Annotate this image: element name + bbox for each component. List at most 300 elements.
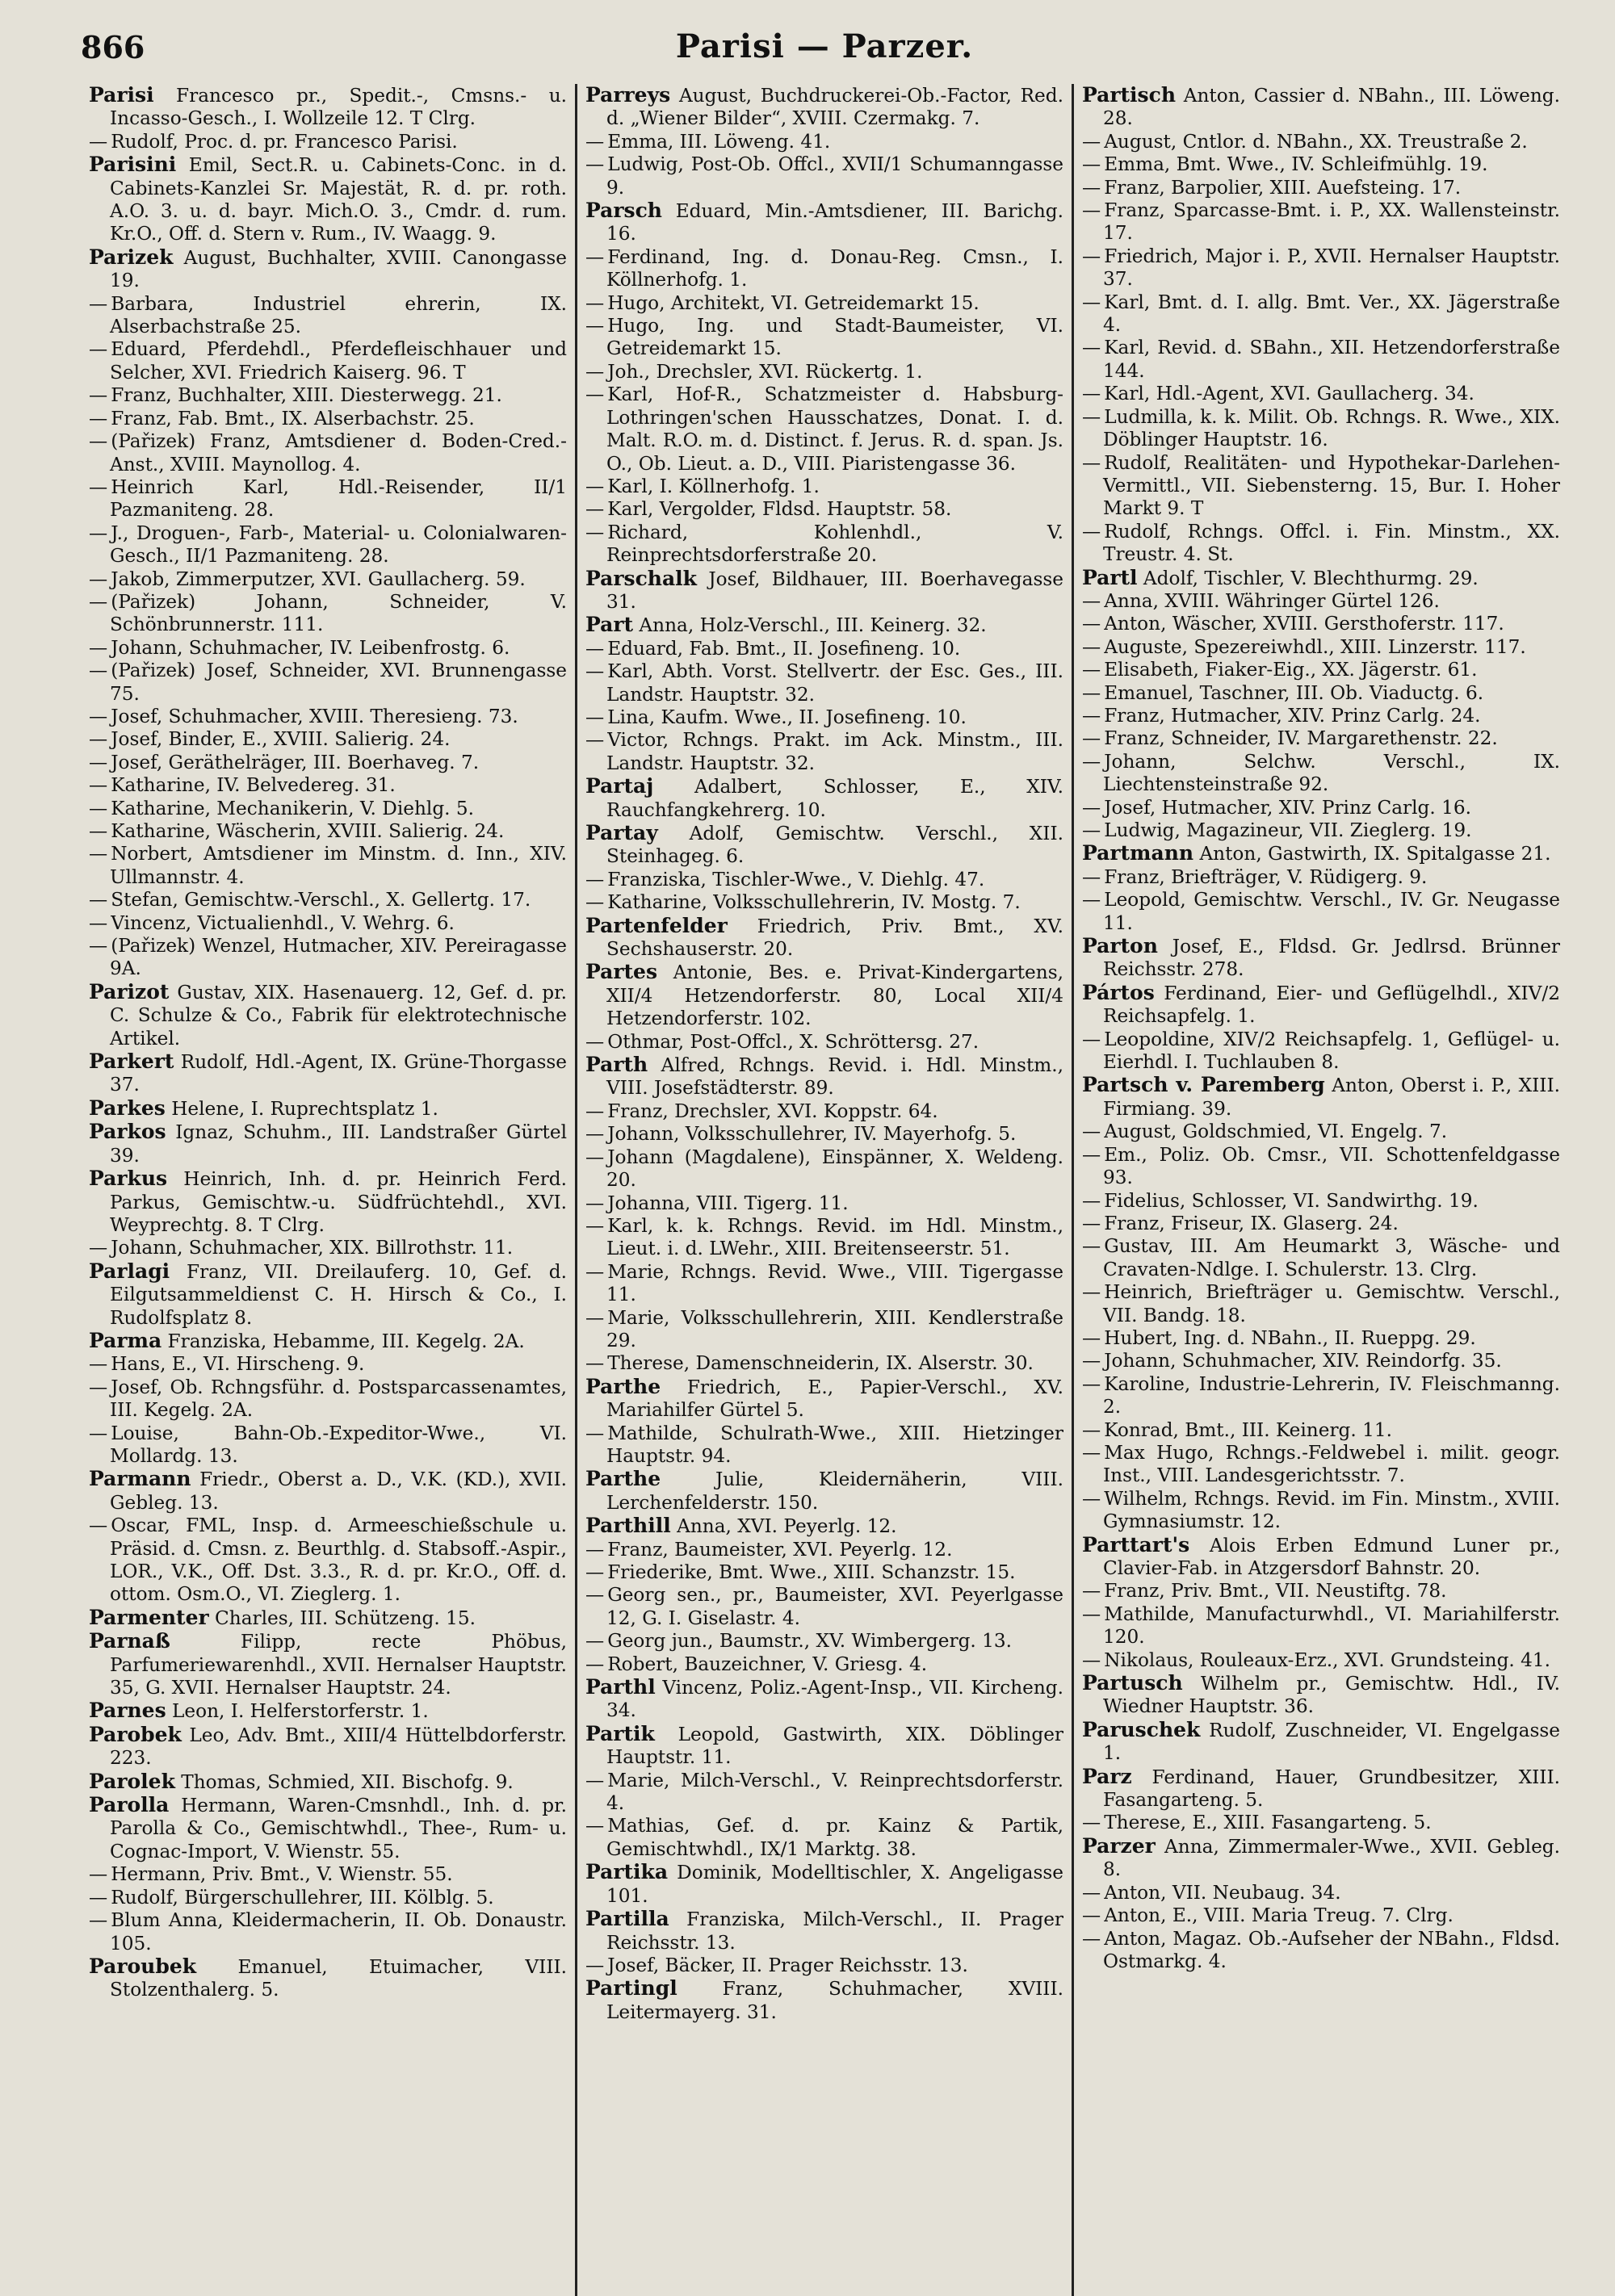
entry-text: Mathilde, Manufacturwhdl., VI. Mariahilferstr. 120. xyxy=(1103,1603,1560,1649)
continuation-dash: — xyxy=(585,153,605,176)
directory-entry xyxy=(1082,337,1560,383)
directory-entry xyxy=(1082,935,1560,982)
entry-surname: Partisch xyxy=(1082,84,1177,107)
continuation-dash: — xyxy=(585,383,605,406)
continuation-dash: — xyxy=(585,1146,605,1168)
entry-surname: Partes xyxy=(585,960,658,984)
directory-entry xyxy=(1082,1350,1560,1372)
entry-text: Josef, Geräthelräger, III. Boerhaveg. 7. xyxy=(111,751,480,773)
directory-entry xyxy=(585,660,1063,706)
entry-text: Eduard, Min.-Amtsdiener, III. Barichg. 16. xyxy=(606,200,1063,245)
continuation-dash: — xyxy=(585,315,605,337)
directory-entry xyxy=(585,1468,1063,1515)
continuation-dash: — xyxy=(89,1376,108,1398)
directory-entry xyxy=(585,1630,1063,1653)
continuation-dash: — xyxy=(1082,1326,1101,1349)
directory-entry xyxy=(89,1955,567,2002)
directory-entry xyxy=(89,1376,567,1422)
continuation-dash: — xyxy=(585,130,605,153)
continuation-dash: — xyxy=(585,1954,605,1976)
entry-text: Franz, Hutmacher, XIV. Prinz Carlg. 24. xyxy=(1104,704,1481,727)
directory-entry xyxy=(585,706,1063,729)
entry-text: Lina, Kaufm. Wwe., II. Josefineng. 10. xyxy=(607,706,967,728)
continuation-dash: — xyxy=(89,911,108,934)
continuation-dash: — xyxy=(585,706,605,728)
continuation-dash: — xyxy=(1082,1812,1101,1834)
entry-text: Jakob, Zimmerputzer, XVI. Gaullacherg. 59. xyxy=(111,568,526,590)
entry-text: Othmar, Post-Offcl., X. Schröttersg. 27. xyxy=(607,1030,979,1053)
directory-entry xyxy=(1082,1213,1560,1235)
entry-text: Johann, Schuhmacher, XIV. Reindorfg. 35. xyxy=(1104,1350,1502,1372)
entry-text: Heinrich Karl, Hdl.-Reisender, II/1 Pazmaniteng. 28. xyxy=(110,476,567,522)
entry-text: Dominik, Modelltischler, X. Angeligasse 101. xyxy=(606,1862,1063,1907)
entry-text: Fidelius, Schlosser, VI. Sandwirthg. 19. xyxy=(1104,1189,1479,1212)
directory-entry xyxy=(1082,131,1560,153)
directory-entry xyxy=(585,315,1063,361)
directory-entry xyxy=(585,1192,1063,1215)
continuation-dash: — xyxy=(89,568,108,590)
directory-entry xyxy=(1082,727,1560,750)
directory-entry xyxy=(1082,1719,1560,1766)
directory-entry xyxy=(89,1260,567,1330)
entry-text: Konrad, Bmt., III. Keinerg. 11. xyxy=(1104,1418,1392,1441)
directory-entry xyxy=(1082,1327,1560,1350)
directory-entry xyxy=(1082,613,1560,635)
entry-text: Johann, Selchw. Verschl., IX. Liechtensteinstraße 92. xyxy=(1103,750,1560,796)
directory-entry xyxy=(585,1908,1063,1955)
directory-entry xyxy=(89,293,567,339)
directory-entry xyxy=(89,1167,567,1237)
entry-surname: Parz xyxy=(1082,1764,1132,1788)
directory-entry xyxy=(89,660,567,706)
entry-text: Thomas, Schmied, XII. Bischofg. 9. xyxy=(181,1770,514,1793)
entry-text: Josef, E., Fldsd. Gr. Jedlrsd. Brünner Reichsstr. 278. xyxy=(1103,936,1560,981)
entry-text: Alfred, Rchngs. Revid. i. Hdl. Minstm., VIII. Josefstädterstr. 89. xyxy=(606,1054,1063,1100)
directory-entry xyxy=(585,614,1063,637)
directory-entry xyxy=(89,1050,567,1097)
entry-text: Karl, Hdl.-Agent, XVI. Gaullacherg. 34. xyxy=(1104,383,1474,405)
entry-text: Friedrich, E., Papier-Verschl., XV. Mariahilfer Gürtel 5. xyxy=(606,1376,1063,1422)
directory-entry xyxy=(89,338,567,384)
directory-entry xyxy=(585,1054,1063,1100)
continuation-dash: — xyxy=(1082,1881,1101,1904)
continuation-dash: — xyxy=(1082,520,1101,543)
continuation-dash: — xyxy=(585,868,605,890)
entry-text: Rudolf, Zuschneider, VI. Engelgasse 1. xyxy=(1103,1719,1560,1765)
directory-entry xyxy=(89,591,567,637)
continuation-dash: — xyxy=(585,521,605,543)
entry-text: Franz, Fab. Bmt., IX. Alserbachstr. 25. xyxy=(111,407,475,429)
directory-entry xyxy=(1082,682,1560,705)
entry-surname: Parnaß xyxy=(89,1629,170,1653)
entry-text: Josef, Bildhauer, III. Boerhavegasse 31. xyxy=(606,568,1063,613)
continuation-dash: — xyxy=(89,1886,108,1908)
entry-text: Friedrich, Major i. P., XVII. Hernalser Hauptstr. 37. xyxy=(1103,245,1560,291)
directory-entry xyxy=(1082,1835,1560,1882)
continuation-dash: — xyxy=(585,475,605,497)
directory-entry xyxy=(1082,1812,1560,1834)
entry-surname: Parkus xyxy=(89,1167,168,1191)
directory-entry xyxy=(585,292,1063,315)
directory-entry xyxy=(1082,1488,1560,1534)
entry-text: Mathias, Gef. d. pr. Kainz & Partik, Gemischtwhdl., IX/1 Marktg. 38. xyxy=(606,1815,1063,1860)
directory-entry xyxy=(89,1909,567,1955)
directory-entry xyxy=(585,1376,1063,1422)
entry-surname: Partmann xyxy=(1082,841,1194,865)
continuation-dash: — xyxy=(585,1630,605,1653)
directory-entry xyxy=(1082,1928,1560,1974)
entry-text: Leopold, Gastwirth, XIX. Döblinger Hauptstr. 11. xyxy=(606,1723,1064,1769)
continuation-dash: — xyxy=(585,637,605,660)
directory-entry xyxy=(1082,1235,1560,1281)
continuation-dash: — xyxy=(1082,1372,1101,1395)
continuation-dash: — xyxy=(1082,405,1101,428)
entry-text: Eduard, Fab. Bmt., II. Josefineng. 10. xyxy=(607,637,961,660)
entry-surname: Partik xyxy=(585,1721,655,1745)
directory-entry xyxy=(1082,866,1560,889)
entry-text: Josef, Bäcker, II. Prager Reichsstr. 13. xyxy=(607,1954,968,1976)
directory-entry xyxy=(585,1123,1063,1146)
directory-entry xyxy=(585,383,1063,476)
directory-entry xyxy=(1082,1649,1560,1672)
continuation-dash: — xyxy=(1082,1143,1101,1166)
continuation-dash: — xyxy=(585,1030,605,1053)
entry-text: Franziska, Milch-Verschl., II. Prager Reichsstr. 13. xyxy=(606,1908,1063,1954)
directory-entry xyxy=(585,522,1063,568)
directory-entry xyxy=(585,1515,1063,1538)
entry-text: Marie, Milch-Verschl., V. Reinprechtsdorferstr. 4. xyxy=(606,1769,1063,1815)
directory-entry xyxy=(1082,1144,1560,1190)
entry-text: Heinrich, Inh. d. pr. Heinrich Ferd. Parkus, Gemischtw.-u. Südfrüchtehdl., XVI. Weyprechtg. 8. T Clrg. xyxy=(110,1168,567,1236)
entry-surname: Parzer xyxy=(1082,1833,1156,1858)
continuation-dash: — xyxy=(1082,1904,1101,1927)
continuation-dash: — xyxy=(89,430,108,453)
entry-text: Louise, Bahn-Ob.-Expeditor-Wwe., VI. Mollardg. 13. xyxy=(110,1422,567,1467)
entry-text: Wilhelm pr., Gemischtw. Hdl., IV. Wiedner Hauptstr. 36. xyxy=(1103,1673,1560,1718)
entry-surname: Parttart's xyxy=(1082,1532,1190,1557)
entry-text: Anton, VII. Neubaug. 34. xyxy=(1104,1881,1341,1904)
entry-surname: Parnes xyxy=(89,1699,166,1723)
directory-entry xyxy=(89,981,567,1050)
entry-text: Anna, XVI. Peyerlg. 12. xyxy=(677,1515,897,1538)
directory-entry xyxy=(585,199,1063,246)
continuation-dash: — xyxy=(89,889,108,911)
directory-entry xyxy=(1082,1904,1560,1927)
entry-text: Franz, Schneider, IV. Margarethenstr. 22. xyxy=(1104,727,1498,750)
entry-text: Hans, E., VI. Hirscheng. 9. xyxy=(111,1353,365,1376)
entry-text: Karl, Vergolder, Fldsd. Hauptstr. 58. xyxy=(607,498,952,521)
directory-entry xyxy=(89,1887,567,1909)
entry-text: Johann (Magdalene), Einspänner, X. Weldeng. 20. xyxy=(606,1146,1063,1192)
entry-text: Leopold, Gemischtw. Verschl., IV. Gr. Neugasse 11. xyxy=(1103,889,1560,934)
directory-entry xyxy=(585,1653,1063,1676)
entry-text: Ludwig, Magazineur, VII. Zieglerg. 19. xyxy=(1104,819,1472,841)
entry-surname: Parsch xyxy=(585,199,662,223)
entry-text: Anton, Wäscher, XVIII. Gersthoferstr. 117. xyxy=(1104,613,1504,635)
entry-surname: Partusch xyxy=(1082,1671,1183,1695)
directory-entry xyxy=(1082,521,1560,567)
entry-text: Emanuel, Taschner, III. Ob. Viaductg. 6. xyxy=(1104,681,1484,704)
directory-entry xyxy=(1082,1373,1560,1419)
continuation-dash: — xyxy=(585,1769,605,1791)
entry-text: Emil, Sect.R. u. Cabinets-Conc. in d. Cabinets-Kanzlei Sr. Majestät, R. d. pr. roth. A.O. 3. u. d. bayr. Mich.O. 3., Cmdr. d. rum. Kr.O., Off. d. Stern v. Rum., IV. Waagg. 9. xyxy=(110,154,567,245)
directory-entry xyxy=(1082,153,1560,176)
continuation-dash: — xyxy=(1082,681,1101,704)
directory-entry xyxy=(1082,842,1560,865)
directory-entry xyxy=(89,820,567,843)
directory-entry xyxy=(585,1955,1063,1977)
continuation-dash: — xyxy=(585,1123,605,1146)
entry-surname: Parthe xyxy=(585,1374,661,1398)
entry-text: Emma, III. Löweng. 41. xyxy=(607,130,831,153)
continuation-dash: — xyxy=(585,1192,605,1214)
directory-entry xyxy=(585,1561,1063,1584)
continuation-dash: — xyxy=(1082,291,1101,313)
directory-entry xyxy=(1082,383,1560,405)
continuation-dash: — xyxy=(89,1515,108,1537)
entry-text: Rudolf, Rchngs. Offcl. i. Fin. Minstm., XX. Treustr. 4. St. xyxy=(1103,520,1560,566)
entry-text: Katharine, Wäscherin, XVIII. Salierig. 24. xyxy=(111,820,505,842)
entry-text: Hermann, Waren-Cmsnhdl., Inh. d. pr. Parolla & Co., Gemischtwhdl., Thee-, Rum- u. Cognac-Import, V. Wienstr. 55. xyxy=(110,1795,567,1862)
entry-text: Ludwig, Post-Ob. Offcl., XVII/1 Schumanngasse 9. xyxy=(606,153,1063,199)
entry-surname: Partl xyxy=(1082,565,1138,589)
entry-text: Helene, I. Ruprechtsplatz 1. xyxy=(171,1097,438,1120)
continuation-dash: — xyxy=(1082,1603,1101,1625)
continuation-dash: — xyxy=(1082,819,1101,841)
entry-text: Friederike, Bmt. Wwe., XIII. Schanzstr. 15. xyxy=(607,1561,1016,1583)
directory-entry xyxy=(89,1794,567,1863)
entry-surname: Parolla xyxy=(89,1793,170,1817)
continuation-dash: — xyxy=(89,384,108,407)
directory-entry xyxy=(89,476,567,522)
entry-text: Friedrich, Priv. Bmt., XV. Sechshauserstr. 20. xyxy=(606,915,1063,961)
entry-surname: Partsch v. Paremberg xyxy=(1082,1073,1325,1097)
directory-entry xyxy=(89,1699,567,1723)
entry-text: Nikolaus, Rouleaux-Erz., XVI. Grundsteing. 41. xyxy=(1104,1649,1551,1671)
continuation-dash: — xyxy=(1082,613,1101,635)
entry-surname: Partika xyxy=(585,1860,669,1884)
directory-entry xyxy=(1082,1534,1560,1581)
directory-entry xyxy=(89,912,567,935)
directory-entry xyxy=(585,1723,1063,1770)
continuation-dash: — xyxy=(1082,1487,1101,1510)
entry-text: Franz, VII. Dreilauferg. 10, Gef. d. Eilgutsammeldienst C. H. Hirsch & Co., I. Rudolfsplatz 8. xyxy=(110,1260,568,1329)
directory-entry xyxy=(89,131,567,153)
continuation-dash: — xyxy=(1082,199,1101,222)
continuation-dash: — xyxy=(1082,889,1101,911)
continuation-dash: — xyxy=(1082,1121,1101,1143)
entry-text: Franz, Buchhalter, XIII. Diesterwegg. 21. xyxy=(111,384,502,407)
entry-text: Joh., Drechsler, XVI. Rückertg. 1. xyxy=(607,360,923,383)
entry-text: Anton, Cassier d. NBahn., III. Löweng. 28. xyxy=(1103,85,1561,130)
directory-entry xyxy=(1082,199,1560,245)
entry-text: Karl, Bmt. d. I. allg. Bmt. Ver., XX. Jägerstraße 4. xyxy=(1103,291,1560,337)
entry-text: (Pařizek) Johann, Schneider, V. Schönbrunnerstr. 111. xyxy=(110,590,567,636)
entry-text: Franz, Briefträger, V. Rüdigerg. 9. xyxy=(1104,865,1428,888)
entry-text: Anna, Holz-Verschl., III. Keinerg. 32. xyxy=(639,614,987,637)
entry-text: Julie, Kleidernäherin, VIII. Lerchenfelderstr. 150. xyxy=(606,1469,1063,1514)
entry-text: Georg jun., Baumstr., XV. Wimbergerg. 13. xyxy=(607,1630,1013,1653)
entry-text: Wilhelm, Rchngs. Revid. im Fin. Minstm., XVIII. Gymnasiumstr. 12. xyxy=(1103,1487,1560,1533)
entry-text: Franz, Baumeister, XVI. Peyerlg. 12. xyxy=(607,1538,953,1561)
directory-entry xyxy=(1082,982,1560,1029)
directory-entry xyxy=(89,637,567,660)
directory-entry xyxy=(585,961,1063,1030)
directory-entry xyxy=(89,774,567,797)
continuation-dash: — xyxy=(585,1214,605,1237)
directory-entry xyxy=(89,798,567,820)
entry-text: Charles, III. Schützeng. 15. xyxy=(215,1607,476,1629)
continuation-dash: — xyxy=(89,292,108,315)
directory-entry xyxy=(585,1539,1063,1561)
directory-entry xyxy=(89,728,567,751)
directory-entry xyxy=(89,1237,567,1259)
entry-text: Emanuel, Etuimacher, VIII. Stolzenthalerg. 5. xyxy=(110,1955,568,2001)
directory-entry xyxy=(585,1031,1063,1054)
directory-entry xyxy=(89,1515,567,1607)
directory-entry xyxy=(585,246,1063,292)
entry-text: (Pařizek) Franz, Amtsdiener d. Boden-Cred.-Anst., XVIII. Maynollog. 4. xyxy=(110,430,567,476)
entry-text: Anna, Zimmermaler-Wwe., XVII. Gebleg. 8. xyxy=(1103,1835,1560,1881)
continuation-dash: — xyxy=(585,891,605,914)
entry-surname: Parthill xyxy=(585,1514,671,1538)
entry-text: Emma, Bmt. Wwe., IV. Schleifmühlg. 19. xyxy=(1104,153,1488,176)
directory-entry xyxy=(585,775,1063,822)
entry-text: Josef, Binder, E., XVIII. Salierig. 24. xyxy=(111,728,451,751)
directory-entry xyxy=(89,84,567,131)
entry-text: Johann, Schuhmacher, XIX. Billrothstr. 11. xyxy=(111,1237,514,1259)
entry-text: Georg sen., pr., Baumeister, XVI. Peyerlgasse 12, G. I. Giselastr. 4. xyxy=(606,1584,1063,1629)
entry-surname: Parisi xyxy=(89,84,154,107)
entry-surname: Parlagi xyxy=(89,1259,170,1283)
entry-surname: Parisini xyxy=(89,153,177,177)
continuation-dash: — xyxy=(1082,1189,1101,1212)
entry-text: Max Hugo, Rchngs.-Feldwebel i. milit. geogr. Inst., VIII. Landesgerichtsstr. 7. xyxy=(1103,1441,1560,1487)
directory-entry xyxy=(89,1330,567,1353)
directory-entry xyxy=(89,246,567,293)
entry-text: Antonie, Bes. e. Privat-Kindergartens, XII/4 Hetzendorferstr. 80, Local XII/4 Hetzendorferstr. 102. xyxy=(606,962,1063,1030)
directory-entry xyxy=(1082,1766,1560,1812)
entry-surname: Partenfelder xyxy=(585,913,728,937)
entry-text: Norbert, Amtsdiener im Minstm. d. Inn., XIV. Ullmannstr. 4. xyxy=(110,843,567,888)
entry-text: August, Buchhalter, XVIII. Canongasse 19. xyxy=(110,246,568,292)
entry-text: Karl, Hof-R., Schatzmeister d. Habsburg-Lothringen'schen Hausschatzes, Donat. I. d. Malt. R.O. m. d. Distinct. f. Jerus. R. d. span. Js. O., Ob. Lieut. a. D., VIII. Piaristengasse 36. xyxy=(606,383,1063,475)
continuation-dash: — xyxy=(89,660,108,682)
entry-text: Adolf, Gemischtw. Verschl., XII. Steinhageg. 6. xyxy=(606,823,1063,868)
entry-surname: Parkert xyxy=(89,1050,174,1074)
directory-entry xyxy=(1082,705,1560,727)
directory-entry xyxy=(1082,245,1560,291)
entry-text: Auguste, Spezereiwhdl., XIII. Linzerstr. 117. xyxy=(1104,635,1526,658)
entry-text: Anton, Magaz. Ob.-Aufseher der NBahn., Fldsd. Ostmarkg. 4. xyxy=(1103,1927,1560,1972)
continuation-dash: — xyxy=(89,476,108,498)
continuation-dash: — xyxy=(1082,1927,1101,1950)
entry-surname: Partilla xyxy=(585,1907,669,1931)
directory-entry xyxy=(1082,1029,1560,1075)
entry-surname: Parobek xyxy=(89,1722,182,1746)
continuation-dash: — xyxy=(89,774,108,797)
continuation-dash: — xyxy=(1082,1350,1101,1372)
directory-entry xyxy=(585,1770,1063,1816)
entry-surname: Part xyxy=(585,613,634,637)
continuation-dash: — xyxy=(585,1100,605,1122)
column-2 xyxy=(575,84,1072,2296)
continuation-dash: — xyxy=(1082,130,1101,153)
entry-text: Ferdinand, Ing. d. Donau-Reg. Cmsn., I. Köllnerhofg. 1. xyxy=(606,245,1063,291)
entry-text: Ferdinand, Eier- und Geflügelhdl., XIV/2 Reichsapfelg. 1. xyxy=(1103,982,1560,1028)
entry-text: Friedr., Oberst a. D., V.K. (KD.), XVII. Gebleg. 13. xyxy=(110,1469,567,1514)
directory-entry xyxy=(585,131,1063,153)
entry-text: Franziska, Tischler-Wwe., V. Diehlg. 47. xyxy=(607,868,985,890)
entry-text: Anna, XVIII. Währinger Gürtel 126. xyxy=(1104,589,1440,612)
entry-text: Katharine, IV. Belvedereg. 31. xyxy=(111,774,396,797)
entry-text: Adalbert, Schlosser, E., XIV. Rauchfangkehrerg. 10. xyxy=(606,776,1063,821)
directory-entry xyxy=(585,361,1063,383)
entry-text: Hugo, Ing. und Stadt-Baumeister, VI. Getreidemarkt 15. xyxy=(606,315,1063,360)
entry-surname: Parmenter xyxy=(89,1605,209,1629)
entry-text: Vincenz, Poliz.-Agent-Insp., VII. Kircheng. 34. xyxy=(606,1677,1063,1722)
continuation-dash: — xyxy=(89,797,108,819)
continuation-dash: — xyxy=(89,1863,108,1886)
directory-entry xyxy=(89,153,567,246)
continuation-dash: — xyxy=(585,1538,605,1561)
continuation-dash: — xyxy=(1082,704,1101,727)
entry-text: Franz, Barpolier, XIII. Auefsteing. 17. xyxy=(1104,176,1462,199)
directory-entry xyxy=(89,1097,567,1121)
continuation-dash: — xyxy=(1082,750,1101,773)
directory-entry xyxy=(89,568,567,591)
directory-entry xyxy=(1082,889,1560,935)
directory-entry xyxy=(1082,1281,1560,1327)
entry-text: J., Droguen-, Farb-, Material- u. Colonialwaren-Gesch., II/1 Pazmaniteng. 28. xyxy=(110,522,567,568)
directory-entry xyxy=(585,1215,1063,1261)
continuation-dash: — xyxy=(1082,153,1101,176)
continuation-dash: — xyxy=(585,245,605,268)
directory-entry xyxy=(585,568,1063,614)
directory-entry xyxy=(585,891,1063,914)
directory-entry xyxy=(585,1815,1063,1861)
directory-entry xyxy=(1082,177,1560,199)
entry-text: Oscar, FML, Insp. d. Armeeschießschule u. Präsid. d. Cmsn. z. Beurthlg. d. Stabsoff.-Aspir., LOR., V.K., Off. Dst. 3.3., R. d. pr. Kr.O., Off. d. ottom. Osm.O., VI. Zieglerg. 1. xyxy=(110,1515,567,1606)
entry-text: Hugo, Architekt, VI. Getreidemarkt 15. xyxy=(607,291,979,314)
continuation-dash: — xyxy=(89,728,108,751)
entry-surname: Parkos xyxy=(89,1120,166,1144)
directory-entry xyxy=(1082,1190,1560,1213)
directory-entry xyxy=(1082,659,1560,681)
entry-text: (Pařizek) Wenzel, Hutmacher, XIV. Pereiragasse 9A. xyxy=(110,935,567,980)
entry-text: Rudolf, Realitäten- und Hypothekar-Darlehen-Vermittl., VII. Siebensterng. 15, Bur. I. Hoher Markt 9. T xyxy=(1103,451,1560,520)
continuation-dash: — xyxy=(585,1815,605,1837)
entry-text: Francesco pr., Spedit.-, Cmsns.- u. Incasso-Gesch., I. Wollzeile 12. T Clrg. xyxy=(110,85,567,130)
entry-text: Karl, k. k. Rchngs. Revid. im Hdl. Minstm., Lieut. i. d. LWehr., XIII. Breitenseerstr. 51. xyxy=(606,1214,1063,1260)
entry-text: Karoline, Industrie-Lehrerin, IV. Fleischmanng. 2. xyxy=(1103,1372,1560,1418)
page-number: 866 xyxy=(81,29,145,65)
continuation-dash: — xyxy=(1082,1281,1101,1304)
entry-text: Em., Poliz. Ob. Cmsr., VII. Schottenfeldgasse 93. xyxy=(1103,1143,1560,1189)
entry-text: Gustav, XIX. Hasenauerg. 12, Gef. d. pr. C. Schulze & Co., Fabrik für elektrotechnische Artikel. xyxy=(110,981,567,1050)
directory-entry xyxy=(1082,1121,1560,1143)
entry-text: Marie, Volksschullehrerin, XIII. Kendlerstraße 29. xyxy=(606,1306,1063,1351)
entry-text: Katharine, Mechanikerin, V. Diehlg. 5. xyxy=(111,797,475,819)
directory-entry xyxy=(585,153,1063,199)
continuation-dash: — xyxy=(1082,1235,1101,1258)
continuation-dash: — xyxy=(1082,796,1101,819)
continuation-dash: — xyxy=(89,820,108,842)
continuation-dash: — xyxy=(89,590,108,613)
page-header xyxy=(81,21,1568,84)
directory-entry xyxy=(585,1307,1063,1353)
entry-text: Karl, I. Köllnerhofg. 1. xyxy=(607,475,820,497)
